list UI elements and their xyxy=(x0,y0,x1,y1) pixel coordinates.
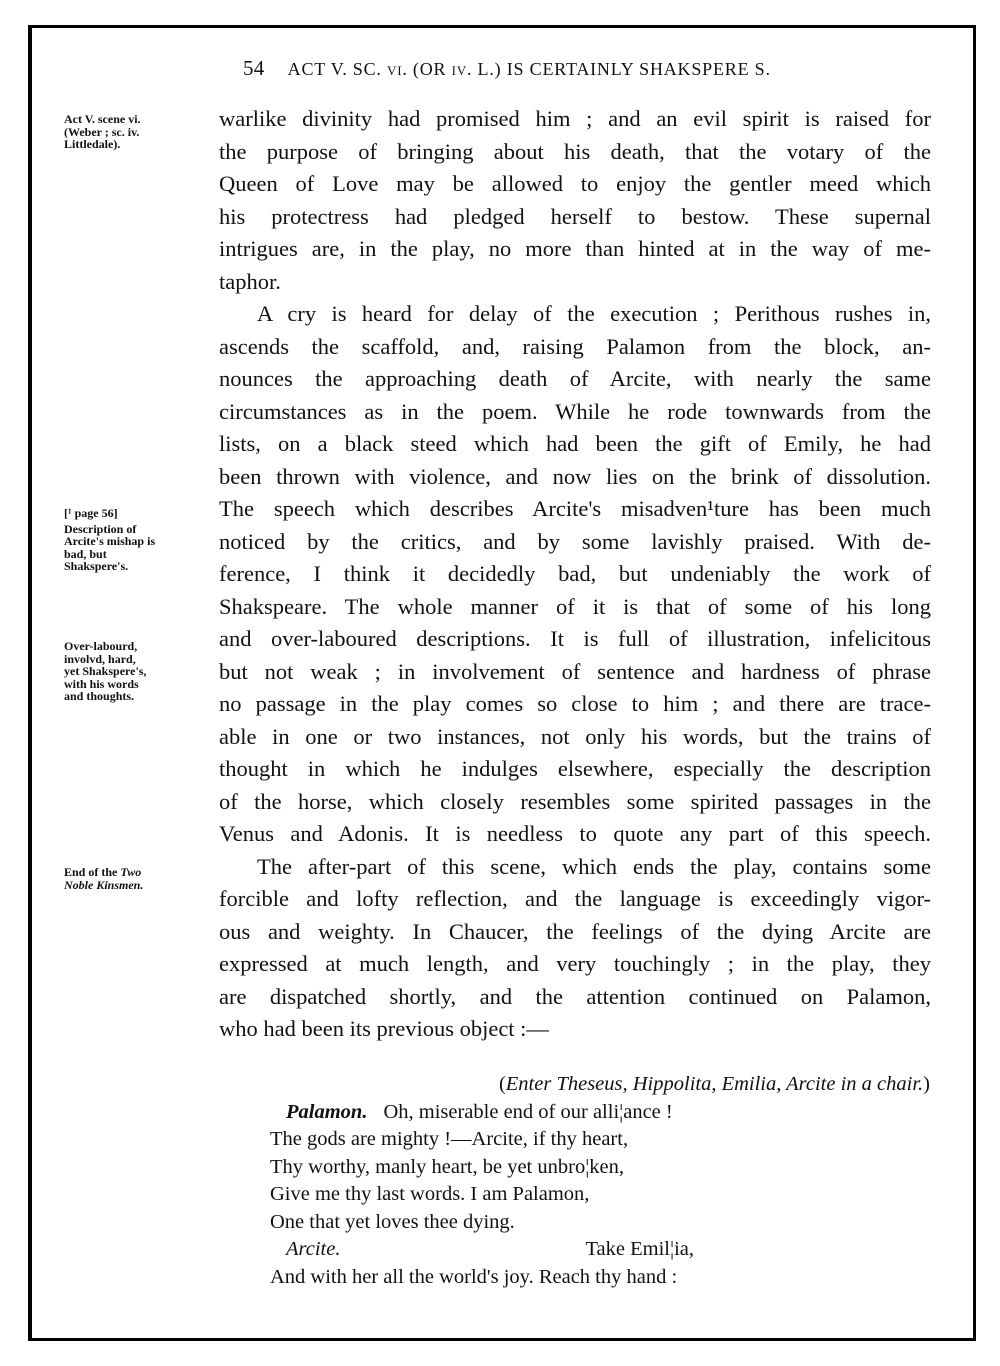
text-line: Venus and Adonis. It is needless to quote any part of this speech. xyxy=(219,821,931,846)
sidenote-line: Act V. scene vi. xyxy=(64,112,141,126)
sidenote-line: yet Shakspere's, xyxy=(64,664,147,678)
text-line: thought in which he indulges elsewhere, especially the description xyxy=(219,756,931,781)
text-line: his protectress had pledged herself to bestow. These supernal xyxy=(219,203,931,229)
text-line: forcible and lofty reflection, and the language is exceedingly vigor- xyxy=(219,886,931,911)
text-line: ous and weighty. In Chaucer, the feelings of the dying Arcite are xyxy=(219,918,931,944)
stage-direction xyxy=(270,1071,930,1099)
play-quotation xyxy=(270,1071,930,1291)
text-line: circumstances as in the poem. While he rode townwards from the xyxy=(219,398,931,424)
sidenote-line: Noble Kinsmen. xyxy=(64,877,144,892)
text-line: but not weak ; in involvement of sentence and hardness of phrase xyxy=(219,658,931,684)
text-line: of the horse, which closely resembles some spirited passages in the xyxy=(219,788,931,814)
sidenote-description xyxy=(64,507,214,573)
verse-line xyxy=(270,1099,930,1127)
open-paren: ( xyxy=(498,1073,506,1095)
text-line: who had been its previous object :— xyxy=(219,1016,549,1041)
sidenote-act-scene xyxy=(64,113,214,151)
text-line: taphor. xyxy=(219,268,281,294)
verse-line: The gods are mighty !—Arcite, if thy heart, xyxy=(270,1128,629,1150)
text-line: ascends the scaffold, and, raising Palamon from the block, an- xyxy=(219,333,931,359)
close-paren: ) xyxy=(923,1073,930,1095)
sidenote-line xyxy=(64,866,214,879)
text-line: the purpose of bringing about his death, that the votary of the xyxy=(219,138,931,164)
verse-text: Oh, miserable end of our alli¦ance ! xyxy=(383,1100,673,1123)
sidenote-line: bad, but xyxy=(64,546,107,561)
sidenote-line: involvd, hard, xyxy=(64,651,136,666)
paragraph-1 xyxy=(219,103,931,298)
paragraph-2 xyxy=(219,298,931,851)
sidenote-line: Shakspere's. xyxy=(64,559,129,573)
text-line: Shakspeare. The whole manner of it is that of some of his long xyxy=(219,593,931,619)
text-line: lists, on a black steed which had been the gift of Emily, he had xyxy=(219,431,931,456)
verse-text: Take Emil¦ia, xyxy=(585,1238,694,1260)
verse-line: Give me thy last words. I am Palamon, xyxy=(270,1183,590,1205)
text-line: A cry is heard for delay of the execution ; Perithous rushes in, xyxy=(257,301,931,326)
verse-line xyxy=(270,1236,930,1264)
sidenote-end-of-play xyxy=(64,866,214,891)
main-text xyxy=(219,103,931,1046)
text-line: The after-part of this scene, which ends the play, contains some xyxy=(257,853,931,879)
sidenote-line: Arcite's mishap is xyxy=(64,534,156,548)
text-line: Queen of Love may be allowed to enjoy the gentler meed which xyxy=(219,171,931,196)
text-line: are dispatched shortly, and the attention continued on Palamon, xyxy=(219,983,931,1009)
text-line: no passage in the play comes so close to him ; and there are trace- xyxy=(219,691,931,716)
sidenote-line: Description of xyxy=(64,521,137,536)
verse-line: Thy worthy, manly heart, be yet unbro¦ken, xyxy=(270,1155,625,1178)
sidenote-over-laboured xyxy=(64,640,214,703)
text-line: able in one or two instances, not only his words, but the trains of xyxy=(219,723,931,749)
text-line: intrigues are, in the play, no more than hinted at in the way of me- xyxy=(219,236,931,261)
text-line: been thrown with violence, and now lies on the brink of dissolution. xyxy=(219,463,931,489)
sidenote-page-ref: [¹ page 56] xyxy=(64,506,118,520)
text-line: nounces the approaching death of Arcite, with nearly the same xyxy=(219,366,931,391)
sidenote-line: and thoughts. xyxy=(64,689,135,703)
verse-line: And with her all the world's joy. Reach thy hand : xyxy=(270,1265,678,1288)
paragraph-3 xyxy=(219,851,931,1046)
speaker-name: Palamon. xyxy=(286,1100,368,1123)
sidenote-line: (Weber ; sc. iv. xyxy=(64,124,140,139)
page-number: 54 xyxy=(243,56,265,80)
text-line: expressed at much length, and very touchingly ; in the play, they xyxy=(219,951,931,976)
sidenote-line: with his words xyxy=(64,676,139,691)
speaker-name: Arcite. xyxy=(286,1238,341,1260)
text-line: warlike divinity had promised him ; and an evil spirit is raised for xyxy=(219,106,931,131)
text-line: The speech which describes Arcite's misadven¹ture has been much xyxy=(219,496,931,521)
text-line: noticed by the critics, and by some lavishly praised. With de- xyxy=(219,528,931,554)
text-line: and over-laboured descriptions. It is full of illustration, infelicitous xyxy=(219,626,931,651)
stage-direction-text: Enter Theseus, Hippolita, Emilia, Arcite in a chair. xyxy=(505,1073,924,1095)
sidenote-text: End of the xyxy=(64,865,121,879)
running-head xyxy=(243,56,771,81)
sidenote-line: Littledale). xyxy=(64,137,121,151)
sidenote-line: Over-labourd, xyxy=(64,639,138,653)
sidenote-italic-text: Two xyxy=(120,865,142,879)
text-line: ference, I think it decidedly bad, but undeniably the work of xyxy=(219,561,931,586)
running-title: ACT V. SC. vi. (OR iv. L.) IS CERTAINLY SHAKSPERE S. xyxy=(287,59,771,79)
verse-line: One that yet loves thee dying. xyxy=(270,1210,515,1233)
